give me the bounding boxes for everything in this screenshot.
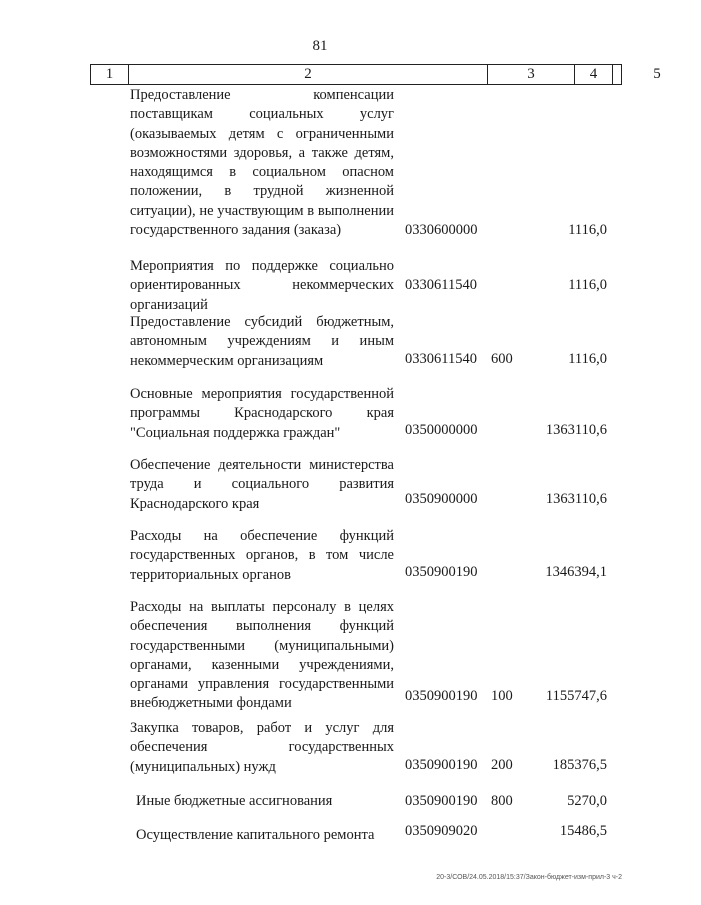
row-code: 0330611540 <box>405 351 477 367</box>
row-name: Расходы на обеспечение функций государственных органов, в том числе территориальных органов <box>130 528 394 583</box>
row-amount: 1155747,6 <box>545 688 607 704</box>
row-amount: 1363110,6 <box>545 491 607 507</box>
header-col-1: 1 <box>91 65 129 84</box>
row-amount: 1116,0 <box>568 222 607 238</box>
row-name: Обеспечение деятельности министерства труда и социального развития Краснодарского края <box>130 457 394 512</box>
row-kind: 100 <box>491 688 513 704</box>
header-col-4: 4 <box>575 65 613 84</box>
row-code: 0350900190 <box>405 564 478 580</box>
row-amount: 1116,0 <box>568 277 607 293</box>
row-name: Закупка товаров, работ и услуг для обеспечения государственных (муниципальных) нужд <box>130 720 394 775</box>
row-amount: 1116,0 <box>568 351 607 367</box>
row-kind: 800 <box>491 793 513 809</box>
row-code: 0350900190 <box>405 793 478 809</box>
row-kind: 200 <box>491 757 513 773</box>
row-name: Иные бюджетные ассигнования <box>136 793 333 809</box>
row-code: 0350900000 <box>405 491 478 507</box>
header-col-2: 2 <box>129 65 488 84</box>
row-code: 0350900190 <box>405 688 478 704</box>
row-name: Предоставление компенсации поставщикам социальных услуг (оказываемых детям с ограниченными возможностями здоровья, а также детям, находящимся в социальном опасном положении, в трудной жизненной ситуации), не участвующим в выполнении государственного задания (заказа) <box>130 87 394 239</box>
page-number: 81 <box>312 38 328 54</box>
row-name: Осуществление капитального ремонта <box>136 827 375 843</box>
footer-document-id: 20-3/СОВ/24.05.2018/15:37/Закон-бюджет-изм-прил-3 ч-2 <box>436 874 622 881</box>
row-code: 0330600000 <box>405 222 478 238</box>
row-amount: 5270,0 <box>567 793 607 809</box>
row-code: 0350900190 <box>405 757 478 773</box>
header-col-3: 3 <box>488 65 575 84</box>
row-amount: 185376,5 <box>552 757 607 773</box>
header-col-5: 5 <box>653 66 661 82</box>
row-code: 0330611540 <box>405 277 477 293</box>
row-name: Расходы на выплаты персоналу в целях обеспечения выполнения функций государственными (муниципальными) органами, казенными учреждениями, органами управления государственными внебюджетными фондами <box>130 599 394 712</box>
row-code: 0350909020 <box>405 823 478 839</box>
row-code: 0350000000 <box>405 422 478 438</box>
row-kind: 600 <box>491 351 513 367</box>
row-amount: 1346394,1 <box>545 564 607 580</box>
row-amount: 15486,5 <box>559 823 607 839</box>
row-name: Предоставление субсидий бюджетным, автономным учреждениям и иным некоммерческим организациям <box>130 314 394 369</box>
row-amount: 1363110,6 <box>545 422 607 438</box>
table-header <box>90 64 661 85</box>
row-name: Мероприятия по поддержке социально ориентированных некоммерческих организаций <box>130 258 394 313</box>
row-name: Основные мероприятия государственной программы Краснодарского края "Социальная поддержка граждан" <box>130 386 394 441</box>
